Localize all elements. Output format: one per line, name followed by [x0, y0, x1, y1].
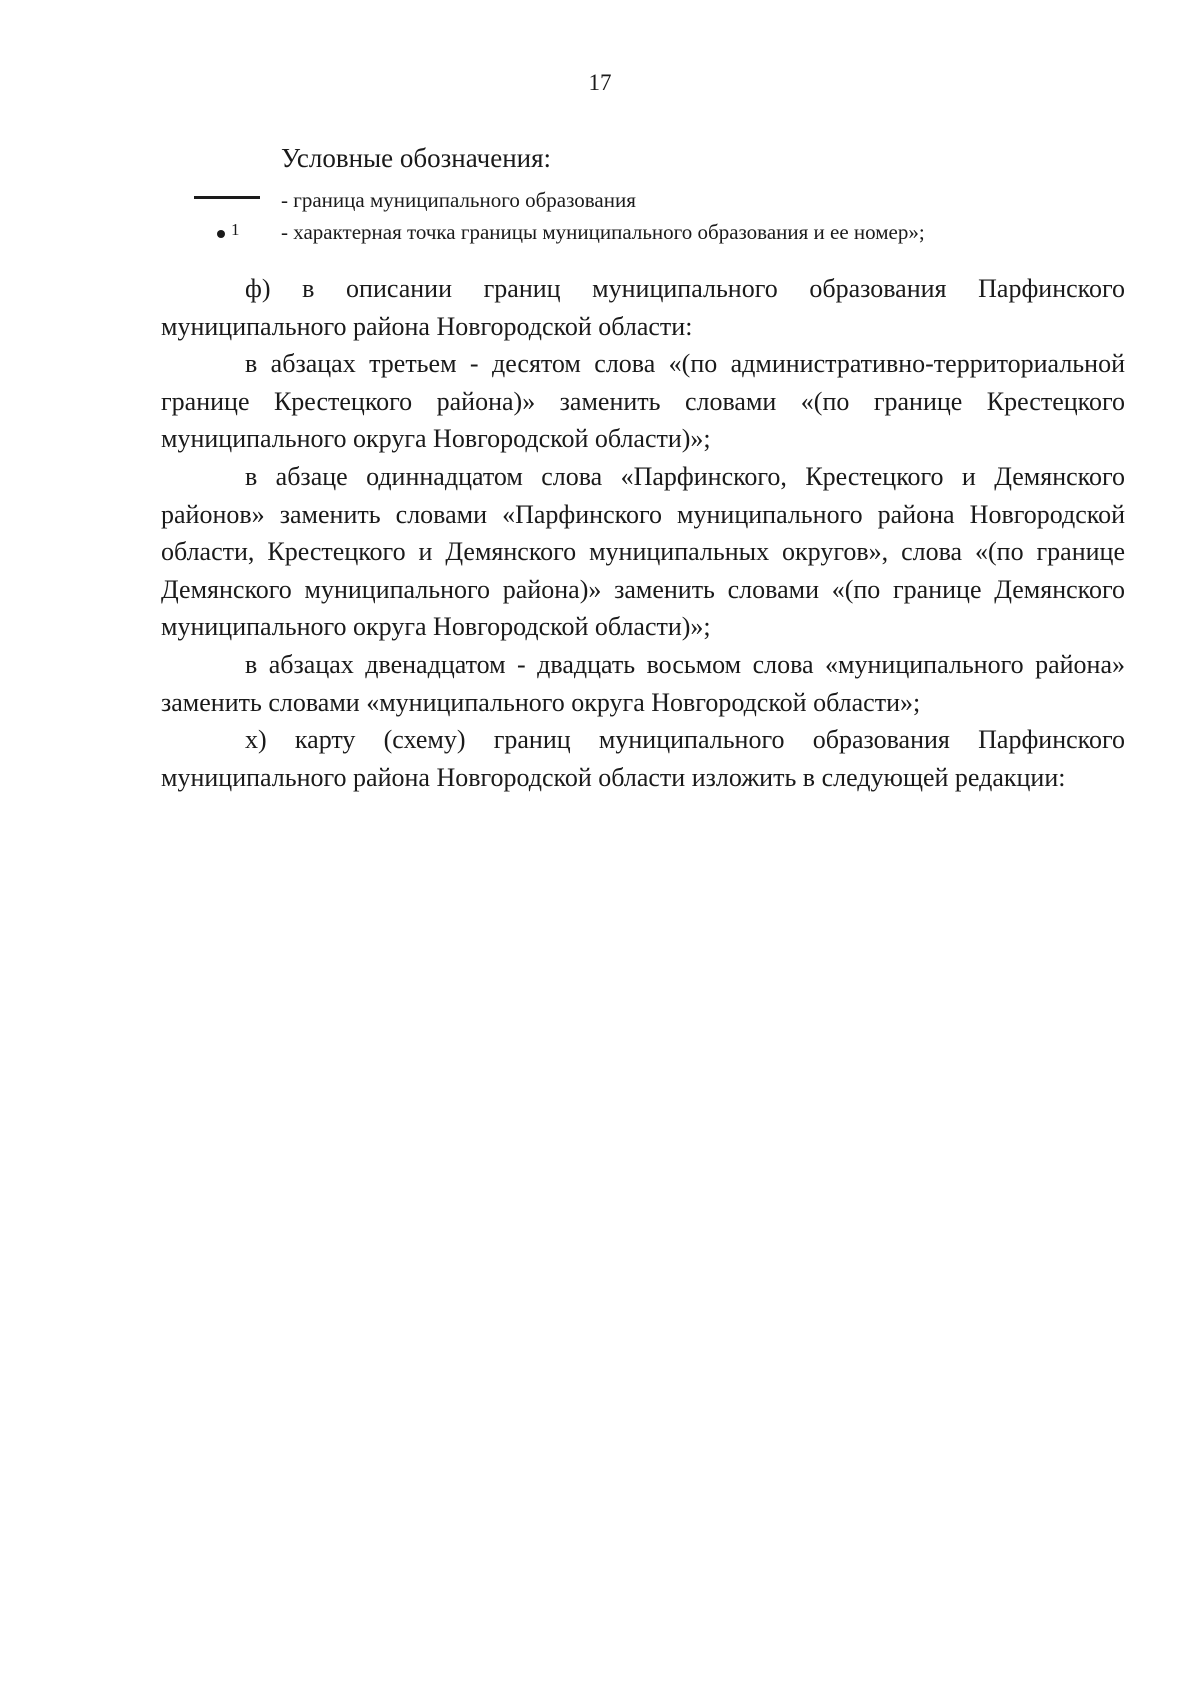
paragraph: в абзацах двенадцатом - двадцать восьмом слова «муниципального района» заменить словами «муниципального округа Новгородской области»;	[161, 649, 1125, 717]
boundary-line-icon	[194, 196, 260, 199]
legend-item-point	[190, 220, 1090, 248]
legend-item-boundary	[190, 188, 1090, 216]
legend-text-boundary: - граница муниципального образования	[281, 188, 636, 212]
paragraph: в абзаце одиннадцатом слова «Парфинского, Крестецкого и Демянского районов» заменить словами «Парфинского муниципального района Новгородской области, Крестецкого и Демянского муниципальных округов», слова «(по границе Демянского муниципального района)» заменить словами «(по границе Демянского муниципального округа Новгородской области)»;	[161, 461, 1125, 642]
legend-title: Условные обозначения:	[281, 143, 552, 173]
legend-symbol-boundary	[190, 188, 270, 216]
point-number: 1	[231, 220, 240, 239]
paragraph: в абзацах третьем - десятом слова «(по административно-территориальной границе Крестецкого района)» заменить словами «(по границе Крестецкого муниципального округа Новгородской области)»;	[161, 349, 1125, 454]
paragraph: ф) в описании границ муниципального образования Парфинского муниципального района Новгородской области:	[161, 274, 1125, 341]
legend-symbol-point	[190, 220, 270, 248]
paragraph: х) карту (схему) границ муниципального образования Парфинского муниципального района Новгородской области изложить в следующей редакции:	[161, 725, 1125, 792]
legend-text-point: - характерная точка границы муниципального образования и ее номер»;	[281, 220, 925, 244]
boundary-point-dot-icon	[217, 230, 225, 238]
page-number: 17	[588, 70, 612, 95]
document-body	[161, 270, 1125, 796]
